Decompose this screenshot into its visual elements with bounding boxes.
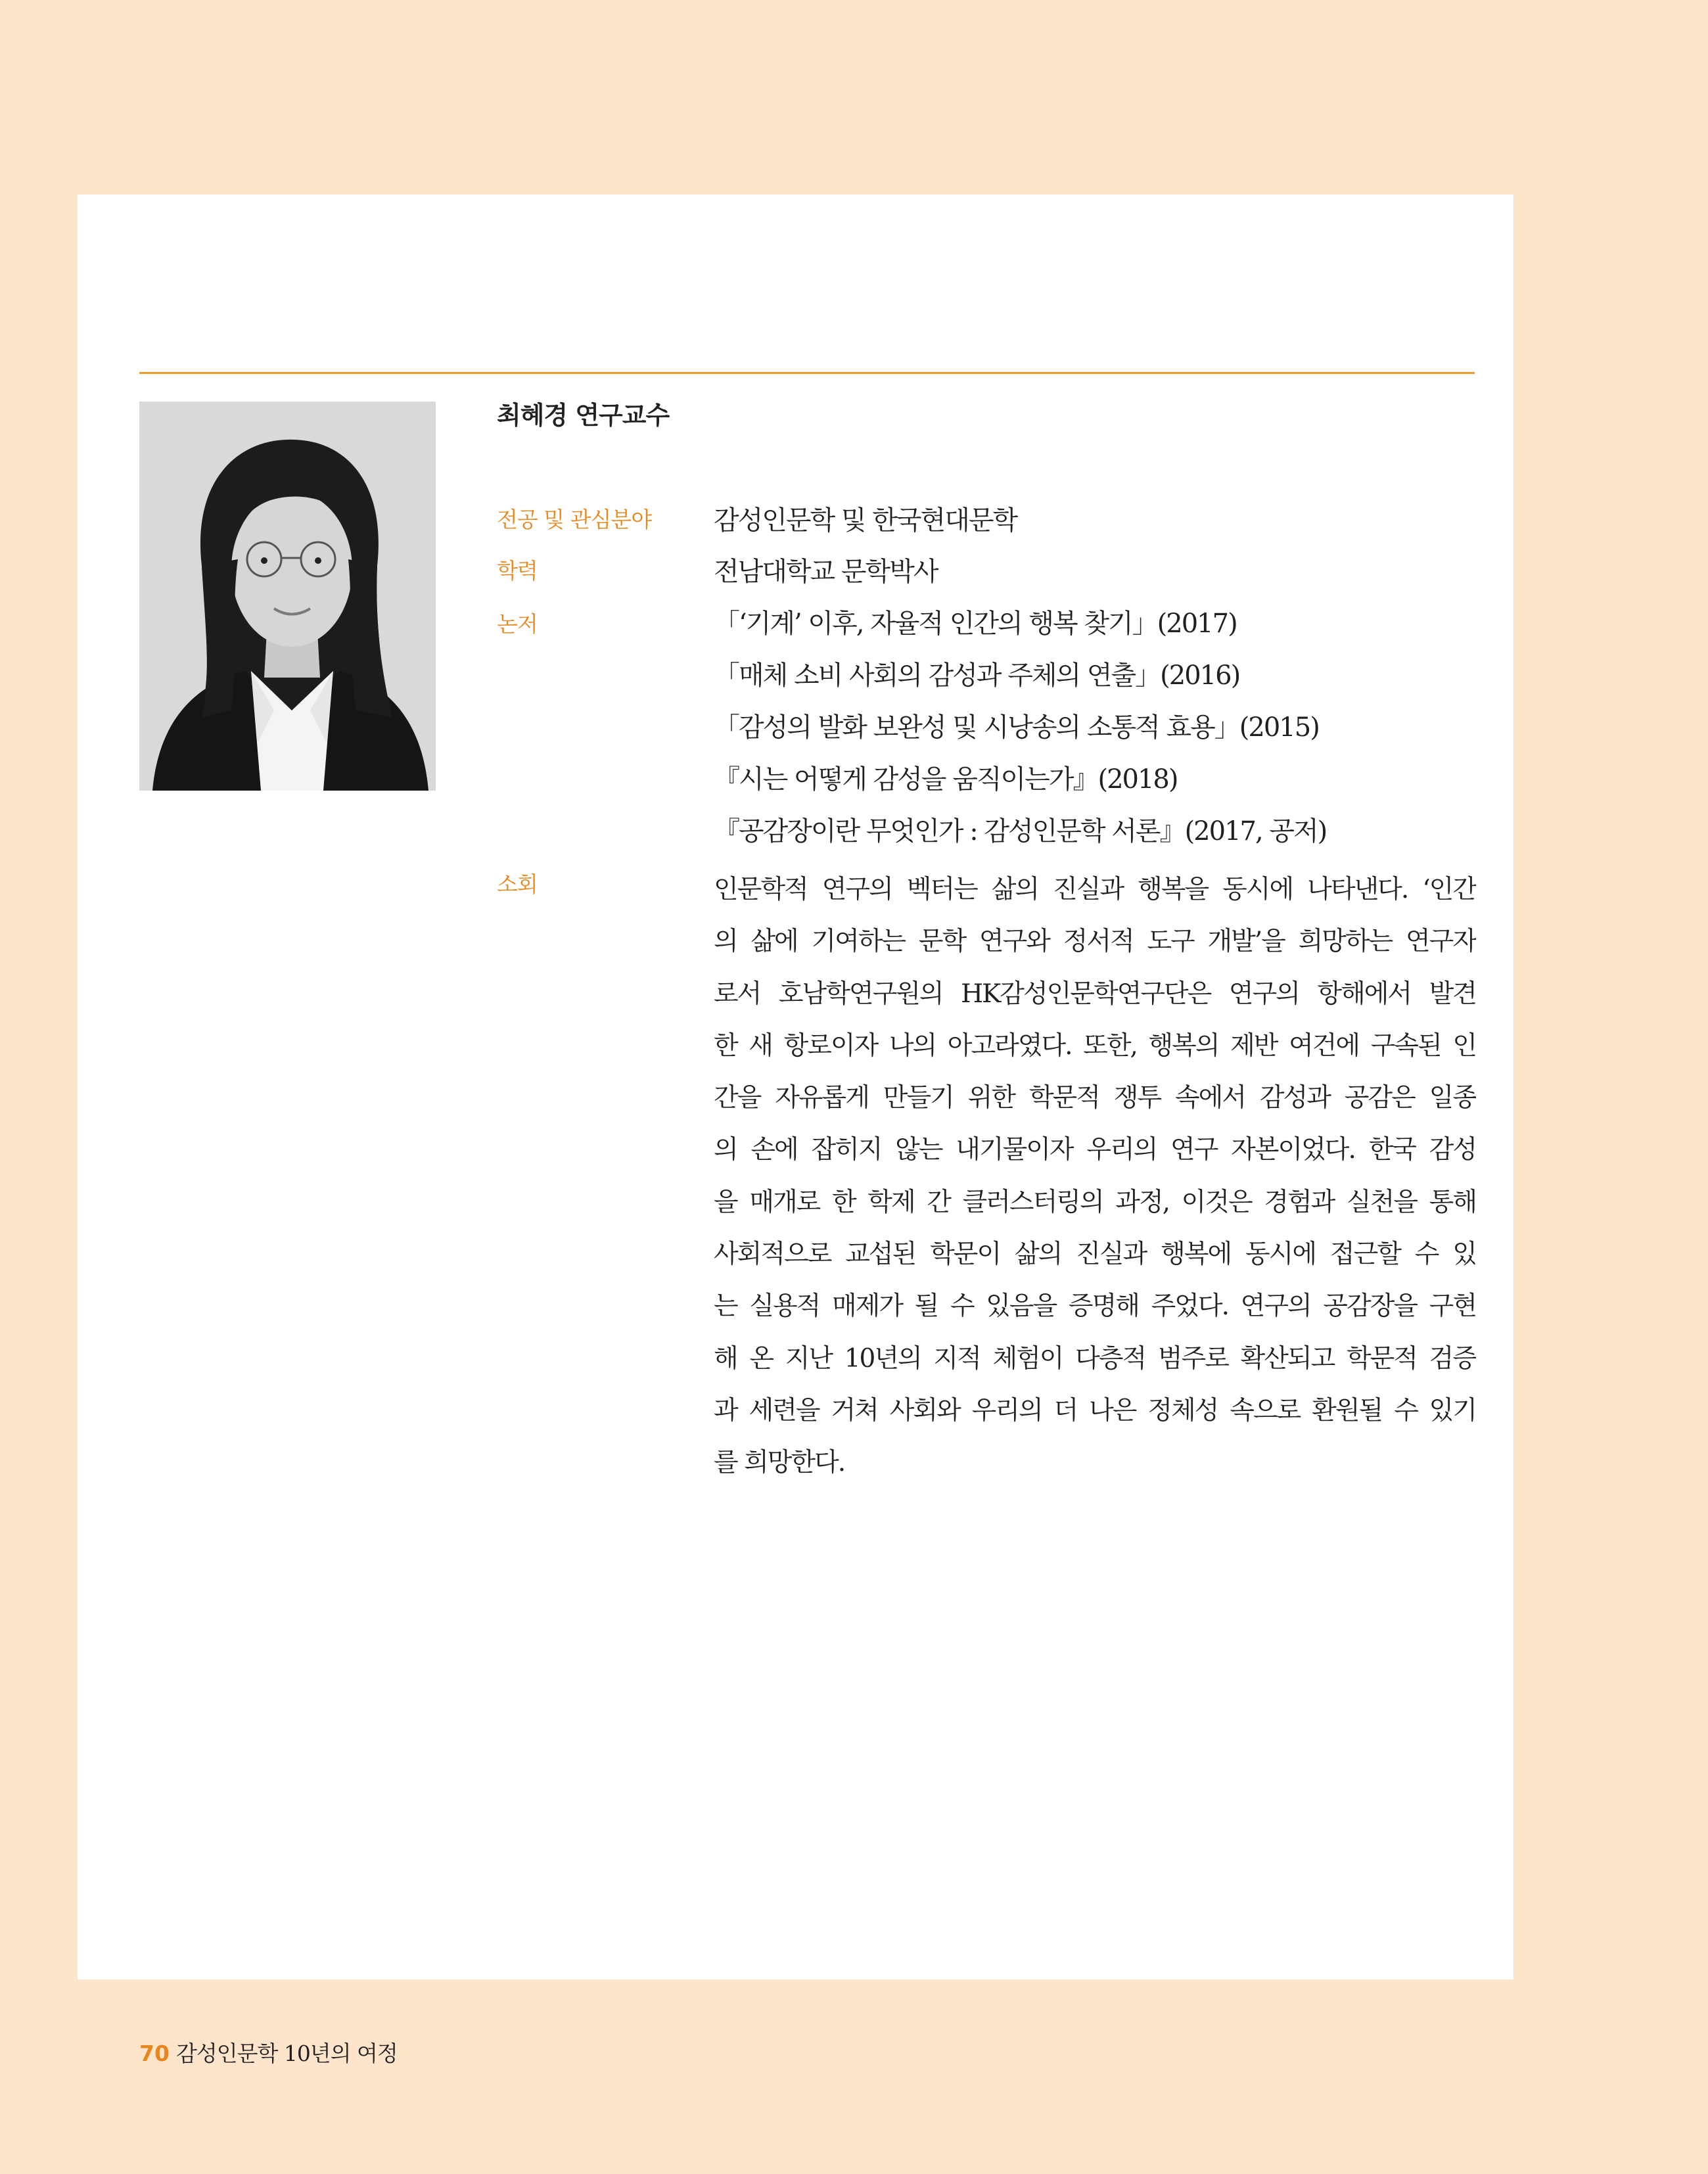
reflection-line: 를 희망한다. xyxy=(714,1448,845,1478)
reflection-line: 과 세련을 거쳐 사회와 우리의 더 나은 정체성 속으로 환원될 수 있기 xyxy=(714,1395,1476,1425)
profile-photo xyxy=(139,402,436,791)
book-title: 감성인문학 10년의 여정 xyxy=(175,2041,398,2066)
education-value: 전남대학교 문학박사 xyxy=(714,557,938,587)
reflection-line: 을 매개로 한 학제 간 클러스터링의 과정, 이것은 경험과 실천을 통해 xyxy=(714,1187,1476,1217)
reflection-label: 소회 xyxy=(497,871,538,897)
section-divider xyxy=(139,372,1475,374)
publication-item: 『공감장이란 무엇인가 : 감성인문학 서론』(2017, 공저) xyxy=(714,816,1327,846)
reflection-line: 의 손에 잡히지 않는 내기물이자 우리의 연구 자본이었다. 한국 감성 xyxy=(714,1135,1476,1165)
reflection-line: 는 실용적 매제가 될 수 있음을 증명해 주었다. 연구의 공감장을 구현 xyxy=(714,1291,1476,1322)
reflection-line: 해 온 지난 10년의 지적 체험이 다층적 범주로 확산되고 학문적 검증 xyxy=(714,1343,1476,1374)
reflection-text xyxy=(714,864,1476,1489)
major-label: 전공 및 관심분야 xyxy=(497,507,652,532)
major-value: 감성인문학 및 한국현대문학 xyxy=(714,505,1017,536)
publication-item: 「‘기계’ 이후, 자율적 인간의 행복 찾기」(2017) xyxy=(714,609,1237,639)
reflection-line: 로서 호남학연구원의 HK감성인문학연구단은 연구의 항해에서 발견 xyxy=(714,979,1476,1009)
publication-item: 「매체 소비 사회의 감성과 주체의 연출」(2016) xyxy=(714,660,1240,691)
page-footer xyxy=(139,2039,398,2068)
reflection-line: 의 삶에 기여하는 문학 연구와 정서적 도구 개발’을 희망하는 연구자 xyxy=(714,927,1476,957)
publication-item: 『시는 어떻게 감성을 움직이는가』(2018) xyxy=(714,764,1178,795)
reflection-line: 한 새 항로이자 나의 아고라였다. 또한, 행복의 제반 여건에 구속된 인 xyxy=(714,1030,1476,1061)
page-number: 70 xyxy=(139,2041,170,2066)
profile-name: 최혜경 연구교수 xyxy=(497,401,670,430)
education-label: 학력 xyxy=(497,558,538,584)
reflection-line: 인문학적 연구의 벡터는 삶의 진실과 행복을 동시에 나타낸다. ‘인간 xyxy=(714,875,1476,904)
publications-label: 논저 xyxy=(497,611,538,637)
publication-item: 「감성의 발화 보완성 및 시낭송의 소통적 효용」(2015) xyxy=(714,712,1319,743)
reflection-line: 간을 자유롭게 만들기 위한 학문적 쟁투 속에서 감성과 공감은 일종 xyxy=(714,1083,1476,1113)
reflection-line: 사회적으로 교섭된 학문이 삶의 진실과 행복에 동시에 접근할 수 있 xyxy=(714,1239,1476,1270)
